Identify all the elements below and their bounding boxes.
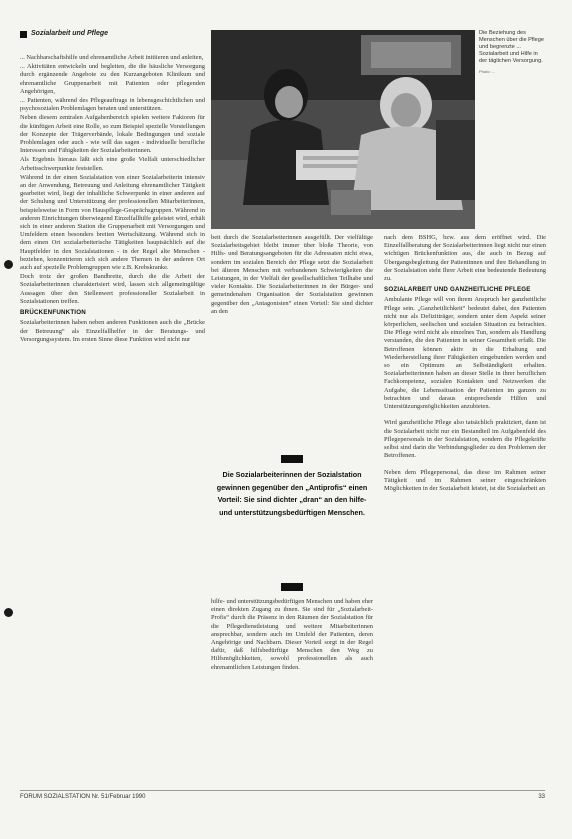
- section-title: Sozialarbeit und Pflege: [31, 30, 109, 37]
- right-paragraph: nach dem BSHG, bzw. aus dem eröffnet wird. Die Einzelfallberatung der Sozialarbeiterinnen liegt nicht nur einen wichtigen Brückenfunktion aus, die auch in Bezug auf Übergangsbegleitung der Patientinnen und ihre Behandlung in der Sozialstation steht Ihrer Arbeit eine bedeutende Bedeutung zu.: [384, 234, 546, 283]
- subhead-bruecke: BRÜCKENFUNKTION: [20, 309, 86, 317]
- caption-text: Die Beziehung des Menschen über die Pflege und begrenzte ... Sozialarbeit und Hilfe in der täglichen Versorgung.: [479, 30, 544, 64]
- left-paragraph: Doch trotz der großen Bandbreite, durch die die Arbeit der Sozialarbeiterinnen charakterisiert wird, lassen sich allgemeingültige Aussagen über den Stellenwert professioneller Sozialarbeit in Sozialstationen treffen.: [20, 273, 205, 305]
- middle-paragraph: hilfe- und unterstützungsbedürftigen Menschen und haben eher einen direkten Zugang zu ihnen. Sie sind für „Sozialarbeit-Profis“ durch die Präsenz in den Räumen der Sozialstation für die Pflegedienstleistung und weitere Mitarbeiterinnen ansprechbar, sondern auch im Umfeld der Patienten, deren Angehörige und Nachbarn. Dieser Vorteil sorgt in der Regel dafür, daß hilfsbedürftige Menschen den Weg zu Hilfsmöglichkeiten, sowohl professionellen als auch ehrenamtlichen Leistungen finden.: [211, 598, 373, 671]
- pull-quote: [211, 455, 373, 592]
- left-paragraph: Neben diesem zentralen Aufgabenbereich spielen weitere Faktoren für die künftigen Arbeit eine Rolle, so zum Beispiel spezielle Vorstellungen der Konzepte der Trägerverbände, lokale Bedingungen und soziale Problemlagen oder auch - wie will das sagen - individuelle berufliche Interessen und Fähigkeiten der Sozialarbeiterinnen.: [20, 114, 205, 155]
- photo: [211, 30, 475, 229]
- left-paragraph: ... Aktivitäten entwickeln und begleiten, die die häusliche Versorgung durch ergänzende Angebote zu den Kurzangeboten Klinikum und ehrenamtliche Gruppenarbeit mit Patienten oder pflegenden Angehörigen,: [20, 63, 205, 95]
- right-paragraph: Ambulante Pflege will von ihrem Anspruch her ganzheitliche Pflege sein. „Ganzheitlichkeit“ bedeutet dabei, den Patienten nicht nur als Defizitträger, sondern unter dem Aspekt seiner körperlichen, seelischen und sozialen Situation zu betrachten. Die Pflege wird nicht als einzelnes Tun, sondern als Handlung verstanden, die den Patienten in seiner Gesamtheit erfaßt. Die Betroffenen können aktiv in die Erhaltung und Wiederherstellung ihrer Fähigkeiten eingebunden werden und so ein Optimum an Selbständigkeit erhalten. Sozialarbeiterinnen haben an dieser Stelle in ihrer beruflichen Fachkompetenz, sozialen Kontakten und Netzwerken die Aufgabe, die Lebenssituation der Patienten im ganzen zu betrachten und daraus entsprechende Hilfen und Unterstützungsmöglichkeiten anzubieten. Wird ganzheitliche Pflege also tatsächlich praktiziert, dann ist die Sozialarbeit nicht nur ein Bestandteil im Aufgabenfeld des Pflegepersonals in der Sozialstation, sondern die Pflegekräfte selbst sind darin die Verbindungsglieder zu den Problemen der Betroffenen. Neben dem Pflegepersonal, das diese im Rahmen seiner Tätigkeit und im Rahmen seiner eingeschränkten Möglichkeiten in der Sozialarbeit leistet, ist die Sozialarbeit an: [384, 296, 546, 493]
- punch-hole-icon: [4, 260, 13, 269]
- subhead-ganzheitlich: SOZIALARBEIT UND GANZHEITLICHE PFLEGE: [384, 286, 531, 294]
- middle-column-top: [211, 234, 373, 450]
- left-paragraph: Während in der einen Sozialstation von einer Sozialarbeiterin intensiv an der Anwendung, Betreuung und Anleitung ehrenamtlicher Tätigkeit gearbeitet wird, liegt der inhaltliche Schwerpunkt in einer anderen auf der Schulung und Unterstützung der professionellen Mitarbeiterinnen, beispielsweise in Form von Hauspflege-Gesprächsgruppen. Während in anderen Einrichtungen überwiegend Einzelfallhilfe geleistet wird, erhält sich in einer anderen Station die Gruppenarbeit mit Versorgungen und Umfeldern einen besonders breiten Wertschätzung. Während sich in dem einen Ort sozialarbeiterische Tätigkeiten hauptsächlich auf die Hauptfelder in den Sozialstationen - in der Regel alte Menschen - beziehen, konzentrieren sich sich andere Themen in der anderen Ort auch auf spezielle Problemgruppen wie z.B. Krebskranke.: [20, 173, 205, 272]
- middle-paragraph: beit durch die Sozialarbeiterinnen ausgefüllt. Der vielfältige Sozialarbeitsgebiet bleibt immer über bloße Theorie, von Hilfs- und Beratungsangeboten für die Adressaten nicht etwa, sondern im sozialen Bereich der Pflege setzt die Sozialarbeit bei älteren Menschen mit verbundenen Schwierigkeiten die Leistungen, in der Vielfalt der gesellschaftlichen Teilhabe und vieler Kontakte. Die Sozialarbeiterinnen in der Bürger- und gemeindenahen Organisation der Sozialstation gewinnen gegenüber den „Antagonisten“ einen Vorteil: Sie sind dichter an den: [211, 234, 373, 315]
- page-number: 33: [538, 794, 545, 800]
- quote-bar-top: [281, 455, 303, 463]
- footer-publication: FORUM SOZIALSTATION Nr. 51/Februar 1990: [20, 794, 146, 800]
- section-marker: [20, 31, 27, 38]
- quote-text: Die Sozialarbeiterinnen der Sozialstation gewinnen gegenüber den „Antiprofis“ einen Vorteil: Sie sind dichter „dran“ an den hilfe- und unterstützungsbedürftigen Menschen.: [216, 470, 368, 517]
- left-paragraph: Als Ergebnis hieraus läßt sich eine große Vielfalt unterschiedlicher Arbeitsschwerpunkte feststellen.: [20, 156, 205, 172]
- left-paragraph: ... Patienten, während des Pflegeauftrags in lebensgeschichtlichen und psychosozialen Problemlagen beraten und unterstützen.: [20, 97, 205, 113]
- left-column: [20, 54, 205, 744]
- photo-image: [211, 30, 475, 229]
- page-footer: [20, 790, 545, 800]
- left-paragraph: ... Nachbarschaftshilfe und ehrenamtliche Arbeit initiieren und anleiten,: [20, 54, 204, 61]
- left-paragraph: Sozialarbeiterinnen haben neben anderen Funktionen auch die „Brücke der Betreuung“ als Einzelfallhelfer in der Beratungs- und Versorgungssystem. Im ersten Sinne diese Funktion wird nicht nur: [20, 319, 205, 343]
- right-column: [384, 234, 546, 784]
- punch-hole-icon: [4, 608, 13, 617]
- photo-credit: Photo: ...: [479, 69, 496, 74]
- middle-column-bottom: [211, 598, 373, 784]
- photo-caption: [479, 30, 545, 75]
- quote-bar-bottom: [281, 583, 303, 591]
